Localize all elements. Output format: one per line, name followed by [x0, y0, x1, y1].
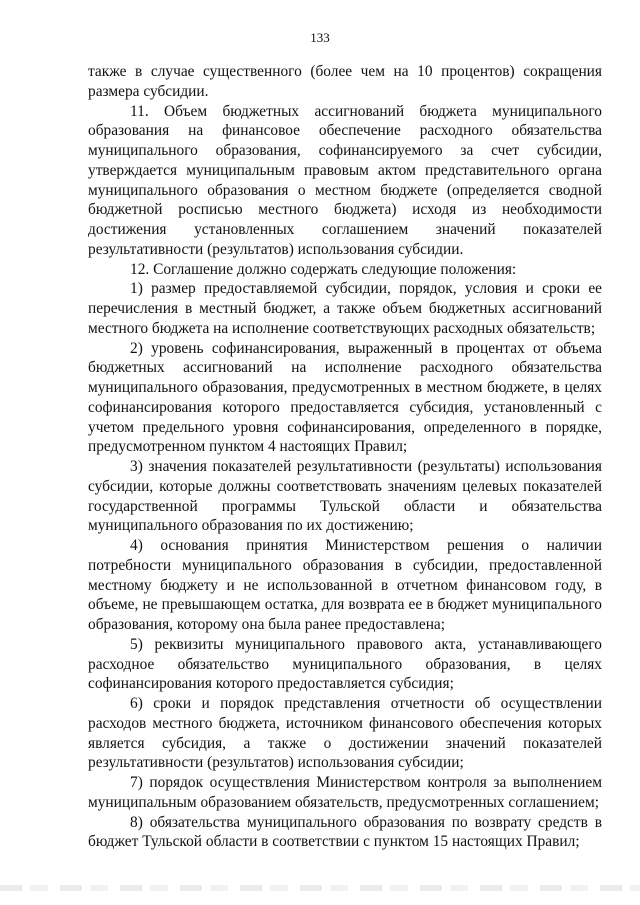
paragraph-item-11: 11. Объем бюджетных ассигнований бюджета муниципального образования на финансовое обеспечение расходного обязательства муниципального образования, софинансируемого за счет субсидии, утверждается муниципальным правовым актом представительного органа муниципального образования о местном бюджете (определяется сводной бюджетной росписью местного бюджета) исходя из необходимости достижения установленных соглашением значений показателей результативности (результатов) использования субсидии. [88, 102, 602, 258]
list-item-3: 3) значения показателей результативности (результаты) использования субсидии, которые должны соответствовать значениям целевых показателей государственной программы Тульской области и обязательства муниципального образования по их достижению; [88, 458, 602, 535]
list-item-7: 7) порядок осуществления Министерством контроля за выполнением муниципальным образованием обязательств, предусмотренных соглашением; [88, 774, 602, 811]
page-number: 133 [310, 30, 330, 45]
list-item-8: 8) обязательства муниципального образования по возврату средств в бюджет Тульской области в соответствии с пунктом 15 настоящих Правил; [88, 813, 602, 851]
list-item-4: 4) основания принятия Министерством решения о наличии потребности муниципального образования в субсидии, предоставленной местному бюджету и не использованной в отчетном финансовом году, в объеме, не превышающем остатка, для возврата ее в бюджет муниципального образования, которому она была ранее предоставлена; [88, 537, 602, 633]
list-item-2: 2) уровень софинансирования, выраженный в процентах от объема бюджетных ассигнований на исполнение расходного обязательства муниципального образования, предусмотренных в местном бюджете, в целях софинансирования которого предоставляется субсидия, установленный с учетом предельного уровня софинансирования, определенного в порядке, предусмотренном пунктом 4 настоящих Правил; [88, 339, 602, 456]
document-body [88, 62, 602, 852]
paragraph-item-12: 12. Соглашение должно содержать следующие положения: [130, 260, 517, 278]
list-item-6: 6) сроки и порядок представления отчетности об осуществлении расходов местного бюджета, источником финансового обеспечения которых является субсидия, а также о достижении значений показателей результативности (результатов) использования субсидии; [88, 695, 602, 772]
paragraph-continuation: также в случае существенного (более чем на 10 процентов) сокращения размера субсидии. [88, 63, 602, 100]
list-item-5: 5) реквизиты муниципального правового акта, устанавливающего расходное обязательство муниципального образования, в целях софинансирования которого предоставляется субсидия; [88, 635, 602, 693]
list-item-1: 1) размер предоставляемой субсидии, порядок, условия и сроки ее перечисления в местный бюджет, а также объем бюджетных ассигнований местного бюджета на исполнение соответствующих расходных обязательств; [88, 280, 602, 337]
scan-edge-artifact [0, 885, 640, 891]
